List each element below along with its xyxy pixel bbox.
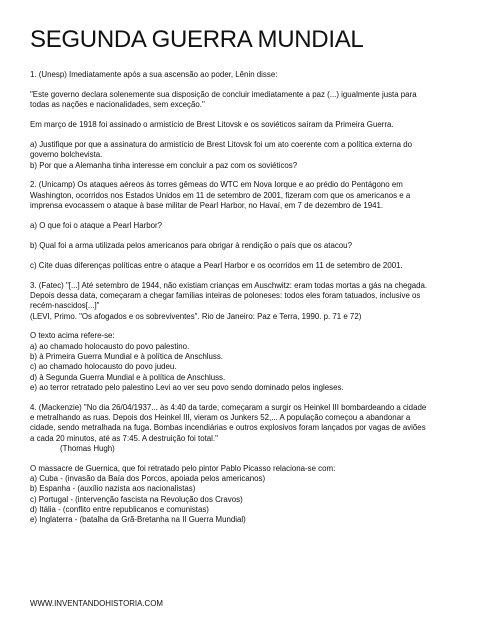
text-line: Washington, ocorridos nos Estados Unidos em 11 de setembro de 2001, fizeram com que os americanos e a: [30, 190, 411, 200]
question-4-intro: [30, 403, 470, 454]
text-line: c) Cite duas diferenças políticas entre o ataque a Pearl Harbor e os ocorridos em 11 de setembro de 2001.: [30, 260, 403, 270]
quote-attribution: (Thomas Hugh): [60, 443, 115, 453]
question-1-quote: [30, 90, 470, 111]
text-line: Em março de 1918 foi assinado o armistício de Brest Litovsk e os soviéticos saíram da Primeira Guerra.: [30, 120, 394, 130]
question-2-item-a: [30, 221, 470, 231]
option-d: d) à Segunda Guerra Mundial e à política de Anschluss.: [30, 372, 226, 382]
option-b: b) à Primeira Guerra Mundial e à política de Anschluss.: [30, 351, 223, 361]
option-a: a) Cuba - (invasão da Baía dos Porcos, apoiada pelos americanos): [30, 474, 266, 484]
option-c: c) Portugal - (intervenção fascista na Revolução dos Cravos): [30, 494, 243, 504]
text-line: 2. (Unicamp) Os ataques aéreos às torres gêmeas do WTC em Nova Iorque e ao prédio do Pentágono em: [30, 180, 403, 190]
question-1-context: [30, 120, 470, 130]
text-line: "Este governo declara solenemente sua disposição de concluir imediatamente a paz (...) igualmente justa para: [30, 89, 417, 99]
option-a: a) ao chamado holocausto do povo palestino.: [30, 341, 190, 351]
text-line: O texto acima refere-se:: [30, 331, 115, 341]
page-title: SEGUNDA GUERRA MUNDIAL: [30, 26, 364, 53]
text-line: b) Qual foi a arma utilizada pelos americanos para obrigar à rendição o país que os atacou?: [30, 240, 352, 250]
text-line: cidade, sendo metralhada na fuga. Bombas incendiárias e outros explosivos foram lançados por vagas de aviões: [30, 423, 426, 433]
option-e: e) Inglaterra - (batalha da Grã-Bretanha na II Guerra Mundial): [30, 515, 246, 525]
text-line: governo bolchevista.: [30, 150, 103, 160]
question-2-item-b: [30, 241, 470, 251]
text-line: recém-nascidos[...]": [30, 301, 100, 311]
question-2-item-c: [30, 261, 470, 271]
question-4-options: [30, 464, 470, 526]
option-c: c) ao chamado holocausto do povo judeu.: [30, 362, 177, 372]
text-line: todas as nações e nacionalidades, sem exceção.": [30, 100, 205, 110]
text-line: a) Justifique por que a assinatura do armistício de Brest Litovsk foi um ato coerente com a política externa do: [30, 139, 413, 149]
text-line: b) Por que a Alemanha tinha interesse em concluir a paz com os soviéticos?: [30, 160, 298, 170]
option-e: e) ao terror retratado pelo palestino Levi ao ver seu povo sendo dominado pelos ingleses.: [30, 382, 344, 392]
option-d: d) Itália - (conflito entre republicanos e comunistas): [30, 505, 209, 515]
question-1-items: [30, 140, 470, 171]
text-line: O massacre de Guernica, que foi retratado pelo pintor Pablo Picasso relaciona-se com:: [30, 463, 336, 473]
text-line: (LEVI, Primo. "Os afogados e os sobreviventes". Rio de Janeiro: Paz e Terra, 1990. p. 71 e 72): [30, 311, 362, 321]
text-line: e metralhando as ruas. Depois dos Heinkel III, vieram os Junkers 52,... A população começou a abandonar a: [30, 413, 411, 423]
text-line: 1. (Unesp) Imediatamente após a sua ascensão ao poder, Lênin disse:: [30, 70, 278, 79]
question-1-intro: [30, 70, 470, 80]
text-line: Depois dessa data, começaram a chegar famílias inteiras de poloneses: todos eles foram tatuados, inclusive os: [30, 290, 421, 300]
question-3-options: [30, 331, 470, 393]
text-line: a) O que foi o ataque a Pearl Harbor?: [30, 220, 163, 230]
text-line: 3. (Fatec) "[...] Até setembro de 1944, não existiam crianças em Auschwitz: eram todas mortas a gás na chegada.: [30, 280, 428, 290]
document-page: [30, 26, 470, 535]
text-line: imprensa evocassem o ataque à base militar de Pearl Harbor, no Havaí, em 7 de dezembro de 1941.: [30, 201, 384, 211]
question-2-intro: [30, 180, 470, 211]
option-b: b) Espanha - (auxílio nazista aos nacionalistas): [30, 484, 196, 494]
question-3-intro: [30, 281, 470, 322]
footer-website: WWW.INVENTANDOHISTORIA.COM: [30, 599, 163, 608]
text-line: a cada 20 minutos, até as 7:45. A destruição foi total.": [30, 433, 218, 443]
text-line: 4. (Mackenzie) "No dia 26/04/1937... às 4:40 da tarde, começaram a surgir os Heinkel III bombardeando a cidade: [30, 402, 427, 412]
